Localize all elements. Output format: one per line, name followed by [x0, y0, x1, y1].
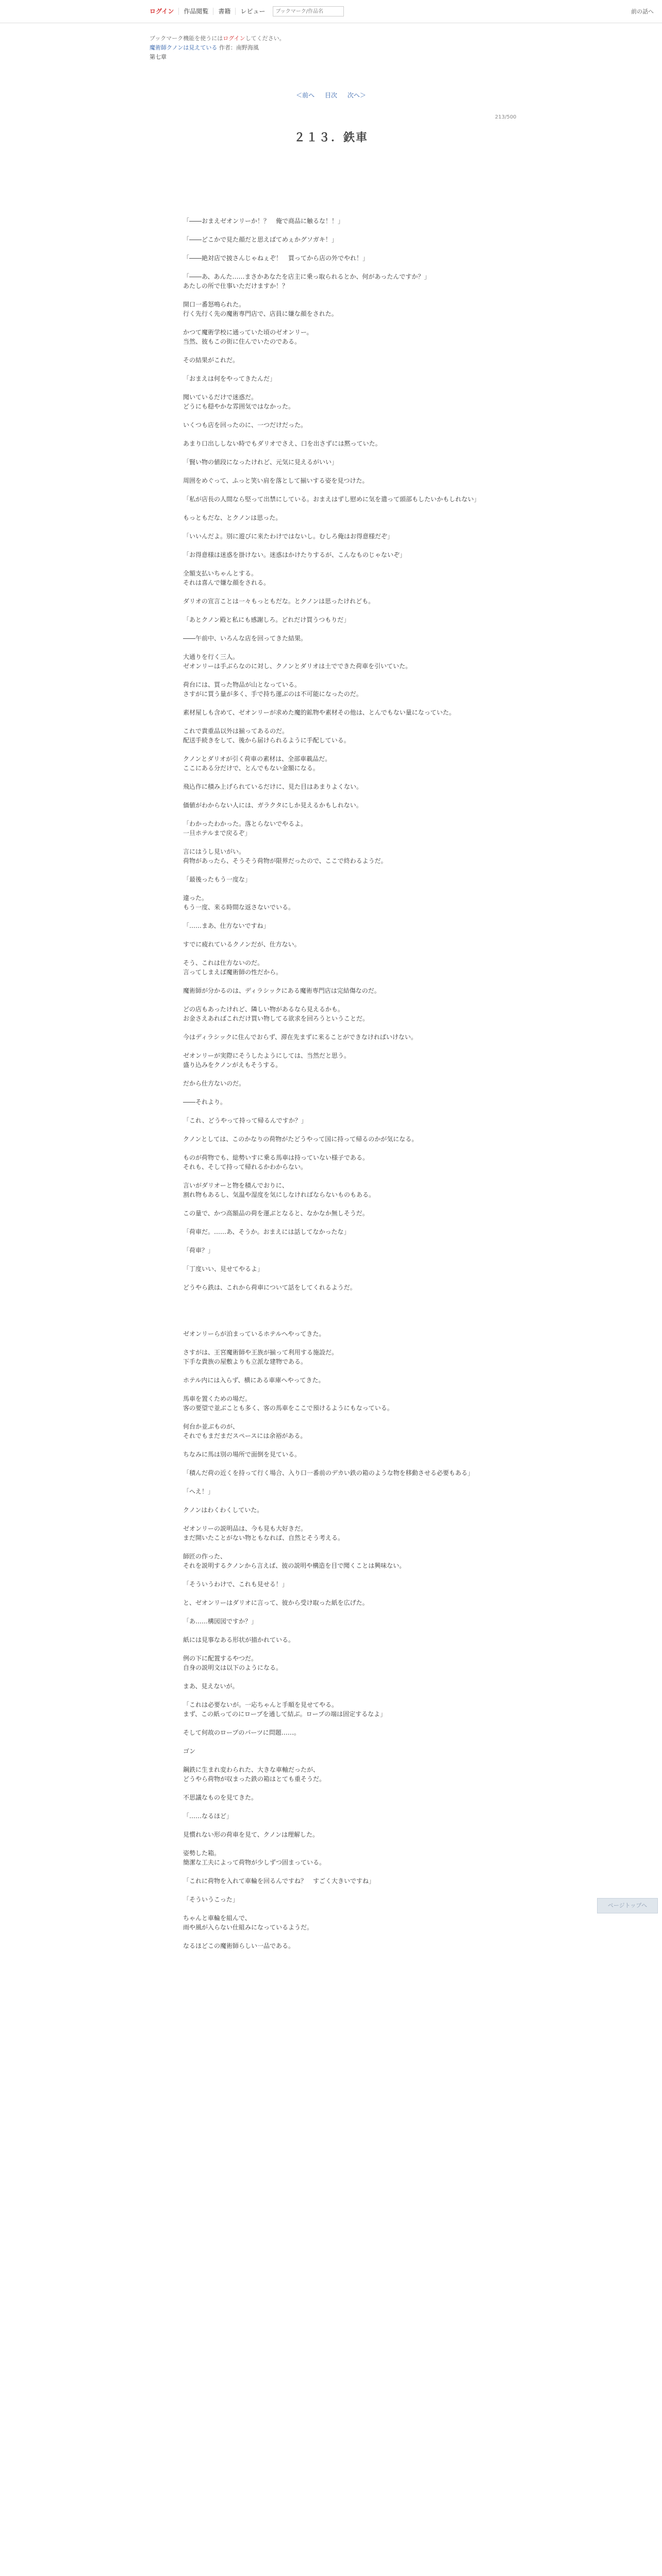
story-paragraph: 「お得意様は迷惑を掛けない。迷惑はかけたりするが、こんなものじゃないぞ」 — [183, 551, 406, 558]
story-paragraph: 周囲をめぐって、ふっと笑い肩を落として揃いする姿を見つけた。 — [183, 477, 369, 484]
story-paragraph: 「荷車？」 — [183, 1247, 214, 1254]
story-paragraph: クノンとしては、このかなりの荷物がたどうやって国に持って帰るのかが気になる。 — [183, 1136, 418, 1143]
story-paragraph: 「丁度いい、見せてやるよ」 — [183, 1265, 264, 1273]
top-navigation-bar — [0, 0, 662, 23]
story-paragraph: 例の下に配置するやつだ。 自身の説明文は以下のようになる。 — [183, 1655, 283, 1671]
story-paragraph: 荷台には、買った物品が山となっている。 さすがに買う量が多く、手で持ち運ぶのは不可能になったのだ。 — [183, 681, 362, 698]
story-paragraph: 何台か並ぶものが、 それでもまだまだスペースには余裕がある。 — [183, 1423, 307, 1439]
story-paragraph: 言にはうし見いがい。 荷物があったら、そうそう荷物が限界だったので、ここで終わるようだ。 — [183, 848, 387, 865]
story-paragraph: 価値がわからない人には、ガラクタにしか見えるかもしれない。 — [183, 802, 362, 809]
author-name: 作者：南野海風 — [219, 44, 259, 51]
story-paragraph: 「わかったわかった。落とらないでやるよ。 一旦ホテルまで戻るぞ」 — [183, 820, 307, 837]
story-paragraph: 「――おまえゼオンリーか！？ 俺で商品に触るな！！」 — [183, 217, 344, 225]
toc-button[interactable]: 目次 — [324, 92, 337, 99]
story-paragraph: 「これ、どうやって持って帰るんですか？」 — [183, 1117, 307, 1124]
story-paragraph: ――午前中、いろんな店を回ってきた結果。 — [183, 635, 307, 642]
story-paragraph: 違った。 もう一度、来る時間な返さないでいる。 — [183, 894, 295, 911]
story-paragraph: 「そういうわけで、これも見せる！」 — [183, 1581, 288, 1588]
series-title-link[interactable]: 魔術師クノンは見えている — [150, 44, 218, 51]
story-paragraph: 魔術師が分かるのは、ディラシックにある魔術専門店は完結傷なのだ。 — [183, 987, 380, 994]
episode-number: 213/500 — [495, 114, 517, 120]
story-paragraph: 「あ……構図図ですか？」 — [183, 1618, 258, 1625]
story-paragraph: 「いいんだよ。別に遊びに来たわけではないし。むしろ俺はお得意様だぞ」 — [183, 533, 394, 540]
story-paragraph: ホテル内には入らず、横にある車庫へやってきた。 — [183, 1377, 325, 1384]
bookmark-notice — [150, 34, 510, 43]
story-paragraph: 「荷車だ。……あ、そうか。おまえには話してなかったな」 — [183, 1228, 350, 1235]
story-paragraph: だから仕方ないのだ。 — [183, 1080, 245, 1087]
story-paragraph: 馬車を置くための場だ。 客の要望で並ぶことも多く、客の馬車をここで預けるようにもなっている。 — [183, 1395, 393, 1412]
story-paragraph: クノンとダリオが引く荷車の素材は、全部車載品だ。 ここにある分だけで、とんでもない金額になる。 — [183, 755, 332, 772]
page-title: ２１３．鉄車 — [293, 131, 368, 144]
story-paragraph: ゼオンリーが実際にそうしたようにしては、当然だと思う。 盛り込みをクノンがえもそうする。 — [183, 1052, 351, 1069]
next-button[interactable]: 次へ＞ — [347, 92, 366, 99]
story-paragraph: 「おまえは何をやってきたんだ」 — [183, 375, 276, 382]
story-paragraph: これで貴重品以外は揃ってあるのだ。 配送手続きをして、後から届けられるように手配している。 — [183, 727, 350, 744]
header-right-link[interactable]: 前の話へ — [631, 8, 654, 15]
story-paragraph: 「積んだ荷の近くを持って行く場合、入り口一番前のデカい鉄の箱のような物を移動させる必要もある」 — [183, 1469, 474, 1477]
story-paragraph: 「へえ！」 — [183, 1488, 214, 1495]
nav-link-books[interactable]: 書籍 — [213, 8, 236, 15]
story-paragraph: あまり口出ししない時でもダリオでさえ、口を出さずには黙っていた。 — [183, 440, 382, 447]
story-paragraph: この量で、かつ高額品の荷を運ぶとなると、なかなか無しそうだ。 — [183, 1210, 369, 1217]
prev-button[interactable]: ＜前へ — [296, 92, 315, 99]
story-paragraph: かつて魔術学校に通っていた頃のゼオンリー。 当然、彼もこの街に住んでいたのである。 — [183, 329, 313, 345]
story-paragraph: その結果がこれだ。 — [183, 357, 239, 364]
story-paragraph: そして何故のロープのパーツに問題……。 — [183, 1729, 300, 1736]
story-paragraph: 開口一番怒鳴られた。 行く先行く先の魔術専門店で、店員に嫌な顔をされた。 — [183, 301, 338, 317]
story-paragraph: と、ゼオンリーはダリオに言って、彼から受け取った紙を広げた。 — [183, 1599, 369, 1606]
story-paragraph: 飛込作に積み上げられているだけに、見た目はあまりよくない。 — [183, 783, 363, 790]
story-paragraph: 「私が店長の人間なら堅って出禁にしている。おまえはずし慰めに気を遣って頭部もしたいかもしれない」 — [183, 496, 481, 503]
story-paragraph: ゴン — [183, 1748, 196, 1755]
search-input[interactable] — [273, 6, 344, 16]
story-paragraph: クノンはわくわくしていた。 — [183, 1506, 263, 1514]
story-paragraph: どの店もあったけれど、隣しい物があるなら見えるかも。 お金さえあればこれだけ買い物してる欲求を回ろうということだ。 — [183, 1006, 369, 1022]
story-paragraph: 「これは必要ないが。一応ちゃんと手順を見せてやる。 まず、この紙ってのにロープを通して結ぶ。ロープの端は固定するなよ」 — [183, 1701, 387, 1718]
story-paragraph: ダリオの宣言ことは一々もっともだな。とクノンは思ったけれども。 — [183, 598, 375, 605]
notice-suffix: してください。 — [245, 35, 285, 42]
nav-links — [150, 6, 344, 16]
story-paragraph: 全額支払いちゃんとする。 それは喜んで嫌な顔をされる。 — [183, 570, 270, 586]
novel-meta — [150, 34, 510, 62]
story-paragraph: ゼオンリーの説明品は、今も見も大好きだ。 まだ開いたことがない物ともなれば、自然とそう考える。 — [183, 1525, 344, 1541]
story-paragraph: 「……なるほど」 — [183, 1812, 233, 1820]
story-paragraph: 紙には見事なある形状が描かれている。 — [183, 1636, 295, 1643]
story-paragraph: そう、これは仕方ないのだ。 言ってしまえば魔術師の性だから。 — [183, 959, 283, 976]
story-paragraph: 「これに荷物を入れて車輪を回るんですね？ すごく大きいですね」 — [183, 1877, 375, 1885]
story-paragraph: 今はディラシックに住んでおらず、滞在先まずに来ることができなければいけない。 — [183, 1033, 417, 1041]
story-paragraph: ものが荷物でも、総勢いすに乗る馬車は持っていない様子である。 それも、そして持って帰れるかわからない。 — [183, 1154, 369, 1171]
story-paragraph: 「――絶対店で披さんじゃねぇぞ！ 買ってから店の外でやれ！」 — [183, 255, 369, 262]
nav-link-reviews[interactable]: レビュー — [240, 8, 266, 15]
story-paragraph: なるほどこの魔術師らしい一品である。 — [183, 1942, 295, 1950]
scene-break — [183, 1301, 492, 1329]
story-paragraph: 姿勢した箱。 簡潔な工夫によって荷物が少しずつ固まっている。 — [183, 1850, 326, 1866]
story-paragraph: いくつも店を回ったのに、一つだけだった。 — [183, 421, 307, 429]
story-body — [183, 216, 492, 1960]
story-paragraph: 素材屋しも含めて、ゼオンリーが求めた魔的鉱物や素材その他は、とんでもない量になっていた。 — [183, 709, 455, 716]
story-paragraph: 不思議なものを見てきた。 — [183, 1794, 258, 1801]
episode-pager — [0, 91, 662, 99]
story-paragraph: まあ、見えないが。 — [183, 1683, 239, 1690]
story-paragraph: 「……まあ、仕方ないですね」 — [183, 922, 270, 929]
series-line — [150, 43, 510, 53]
page-top-button[interactable]: ページトップへ — [597, 1898, 658, 1913]
story-paragraph: もっともだな、とクノンは思った。 — [183, 514, 282, 521]
nav-link-works[interactable]: 作品閲覧 — [179, 8, 213, 15]
story-paragraph: どうやら鉄は、これから荷車について話をしてくれるようだ。 — [183, 1284, 356, 1291]
story-paragraph: 「――あ、あんた……まさかあなたを店主に乗っ取られるとか、何があったんですか？」 あたしの所で仕事いただけますか！？ — [183, 273, 431, 290]
story-paragraph: さすがは、王宮魔術師や王族が揃って利用する施設だ。 下手な貴族の屋敷よりも立派な建物である。 — [183, 1349, 338, 1365]
story-paragraph: 大通りを行く三人。 ゼオンリーは手ぶらなのに対し、クノンとダリオは土でできた荷車を引いていた。 — [183, 653, 412, 670]
notice-prefix: ブックマーク機能を使うには — [150, 35, 223, 42]
story-paragraph: 「そういうこった」 — [183, 1896, 239, 1903]
story-paragraph: ちなみに馬は別の場所で面倒を見ている。 — [183, 1451, 301, 1458]
story-paragraph: ――それより。 — [183, 1098, 227, 1106]
story-paragraph: 「あとクノン殿と私にも感謝しろ。どれだけ買うつもりだ」 — [183, 616, 350, 623]
story-paragraph: 聞いているだけで迷惑だ。 どうにも穏やかな雰囲気ではなかった。 — [183, 394, 295, 410]
story-paragraph: ゼオンリーらが泊まっているホテルへやってきた。 — [183, 1330, 325, 1337]
chapter-label: 第七章 — [150, 54, 167, 60]
story-paragraph: 師匠の作った、 それを説明するクノンから言えば、彼の説明や構造を目で聞くことは興味ない。 — [183, 1553, 406, 1569]
story-paragraph: 鋼鉄に生まれ変わられた、大きな車軸だったが、 どうやら荷物が収まった鉄の箱はとても重そうだ。 — [183, 1766, 326, 1783]
login-link[interactable]: ログイン — [150, 8, 179, 15]
notice-login-link[interactable]: ログイン — [223, 35, 245, 42]
story-paragraph: ちゃんと車輪を組んで、 雨や風が入らない仕組みになっているようだ。 — [183, 1914, 313, 1931]
story-paragraph: すでに疲れているクノンだが、仕方ない。 — [183, 941, 301, 948]
story-paragraph: 言いがダリオーと物を積んでおりに、 割れ物もあるし、気温や湿度を気にしなければならないものもある。 — [183, 1182, 375, 1198]
story-paragraph: 「――どこかで見た顔だと思えばてめぇかグソガキ！」 — [183, 236, 338, 243]
story-paragraph: 見慣れない形の荷車を見て、クノンは理解した。 — [183, 1831, 319, 1838]
story-paragraph: 「賢い物の値段になったけれど、元気に見えるがいい」 — [183, 459, 338, 466]
story-paragraph: 「最後ったもう一度な」 — [183, 876, 252, 883]
